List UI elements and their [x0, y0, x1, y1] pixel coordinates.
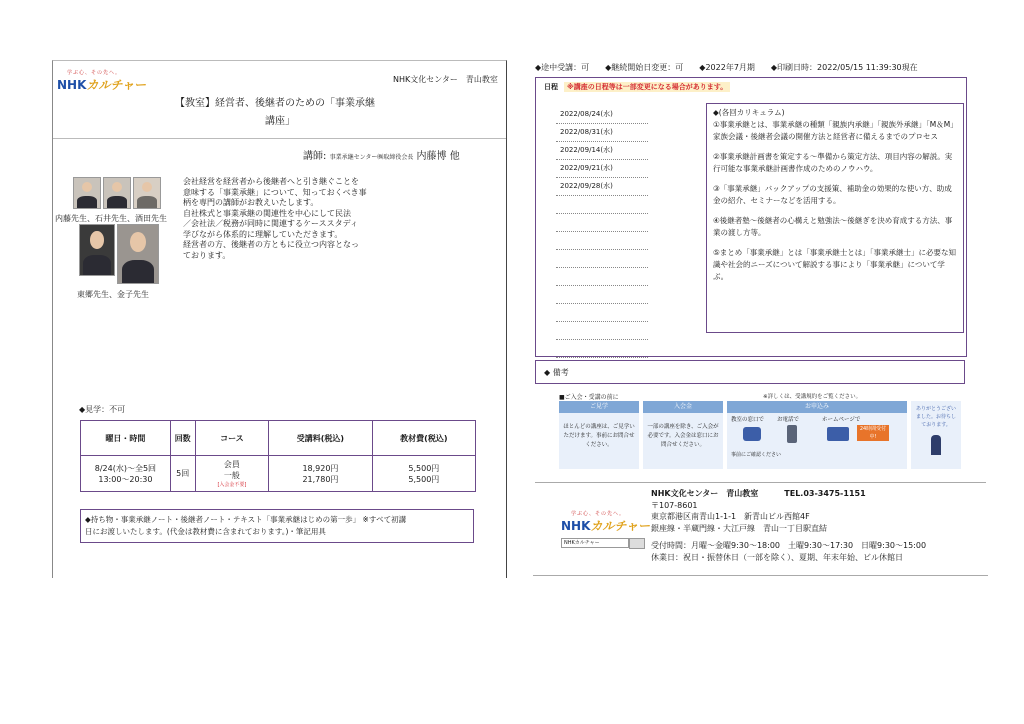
col-header: 曜日・時間 [81, 421, 171, 456]
col-header: 教材費(税込) [372, 421, 475, 456]
title-divider [53, 138, 506, 139]
date-item: 2022/09/21(水) [556, 160, 648, 178]
curriculum-item: ①事業承継とは、事業承継の種類「親族内承継」「親族外承継」「M＆M」家族会議・後継者会議の開催方法と経営者に備えるまでのプロセス [713, 120, 954, 141]
center-name: NHK文化センター 青山教室 [393, 75, 498, 84]
nhk-culture-logo: 学ぶ心、その先へ。 NHKカルチャー [57, 70, 147, 92]
flow-title: ■ご入会・受講の前に [559, 394, 619, 401]
photo-caption-2: 東郷先生、金子先生 [77, 290, 149, 299]
staff-icon [931, 435, 941, 455]
remarks-box: ◆ 備考 [535, 360, 965, 384]
left-page [52, 60, 507, 578]
flow-note: ※詳しくは、受講規約をご覧ください。 [763, 394, 862, 400]
instructor-photo [103, 177, 131, 209]
status-line: ◆途中受講：可 ◆継続開始日変更：可 ◆2022年7月期 ◆印刷日時：2022/05/15 11:39:30現在 [535, 63, 918, 72]
right-page [533, 60, 988, 576]
observation-note: ◆見学：不可 [79, 405, 126, 414]
footer-info: NHK文化センター 青山教室 TEL.03-3475-1151 〒107-8601 東京都港区南青山1-1-1 新青山ビル西館4F 銀座線・半蔵門線・大江戸線 青山一丁目駅直結 受付時間：月曜～金曜9:30～18:00 土曜9:30～17:30 日曜9:30～15:00 休業日：祝日・振替休日（一部を除く）、夏期、年末年始、ビル休館日 [651, 489, 927, 562]
instructor-photo [133, 177, 161, 209]
instructor-photo [117, 224, 159, 284]
computer-icon [827, 427, 849, 441]
date-item: 2022/08/24(水) [556, 106, 648, 124]
search-field[interactable]: NHKカルチャー [561, 538, 629, 548]
curriculum-item: ④後継者塾～後継者の心構えと勉強法～後継ぎを決め育成する方法、事業の渡し方等。 [713, 216, 953, 237]
curriculum-title: ◆(各回カリキュラム) [713, 108, 785, 117]
count-cell: 5回 [170, 456, 195, 492]
instructor-photo [73, 177, 101, 209]
search-button[interactable] [629, 538, 645, 549]
curriculum-item: ③「事業承継」バックアップの支援策、補助金の効果的な使い方、助成金の紹介、セミナーなどを活用する。 [713, 184, 952, 205]
curriculum-item: ②事業承継計画書を策定する～準備から策定方法、項目内容の解説。実行可能な事業承継計画書作成のためのノウハウ。 [713, 152, 953, 173]
course-title-line1: 【教室】経営者、後継者のための「事業承継 [175, 98, 375, 109]
instructor-photo [79, 224, 115, 276]
table-row [81, 456, 476, 492]
photo-caption-1: 内藤先生、石井先生、酒田先生 [55, 214, 167, 223]
counter-icon [743, 427, 761, 441]
flow-step-thanks: ありがとうございました。お待ちしております。 [911, 401, 961, 469]
fee-cell: 18,920円 21,780円 [269, 456, 372, 492]
dates-box [535, 77, 967, 357]
day-time-cell: 8/24(水)～全5回 13:00～20:30 [81, 456, 171, 492]
col-header: コース [195, 421, 269, 456]
col-header: 回数 [170, 421, 195, 456]
schedule-table [80, 420, 476, 492]
curriculum-box [706, 103, 964, 333]
col-header: 受講料(税込) [269, 421, 372, 456]
instructor: 講師: 事業承継センター㈱取締役会長 内藤博 他 [303, 151, 460, 162]
nhk-culture-logo: 学ぶ心、その先へ。 NHKカルチャー [561, 511, 651, 533]
material-cell: 5,500円 5,500円 [372, 456, 475, 492]
dates-label: 日程 [544, 83, 558, 91]
belongings-box: ◆持ち物・事業承継ノート・後継者ノート・テキスト「事業承継はじめの第一歩」 ※すべて初講 日にお渡しいたします。(代金は教材費に含まれております。)・筆記用具 [80, 509, 474, 543]
flow-step-admission: 入会金 一部の講座を除き、ご入会が必要です。入会金は窓口にお問合せください。 [643, 401, 723, 469]
course-description: 会社経営を経営者から後継者へと引き継ぐことを 意味する「事業承継」について、知っておくべき事 柄を専門の講師がお教えいたします。 自社株式と事業承継の関連性を中心にして民法 ／会社法／税務が同時に関連するケーススタディ 学びながら体系的に理解していただきます。 経営者の方、後継者の方ともに役立つ内容となっ ております。 [183, 177, 367, 260]
date-item: 2022/08/31(水) [556, 124, 648, 142]
course-title-line2: 講座」 [265, 116, 295, 127]
date-list [556, 106, 648, 358]
flow-step-apply: お申込み 教室の窓口で お電話で ホームページで 24時間受付中! 事前にご確認ください [727, 401, 907, 469]
dates-notice: ※講座の日程等は一部変更になる場合があります。 [564, 82, 730, 92]
flow-step-visit: ご見学 ほとんどの講座は、ご見学いただけます。事前にお問合せください。 [559, 401, 639, 469]
phone-icon [787, 425, 797, 443]
course-cell: 会員 一般 [入会金不要] [195, 456, 269, 492]
footer-divider [535, 482, 986, 483]
curriculum-item: ⑤まとめ「事業承継」とは「事業承継士とは」「事業承継士」に必要な知識や社会的ニーズについて解説する事により「事業承継」について学ぶ。 [713, 248, 956, 281]
date-item: 2022/09/28(水) [556, 178, 648, 196]
flow-section [533, 390, 988, 476]
date-item: 2022/09/14(水) [556, 142, 648, 160]
